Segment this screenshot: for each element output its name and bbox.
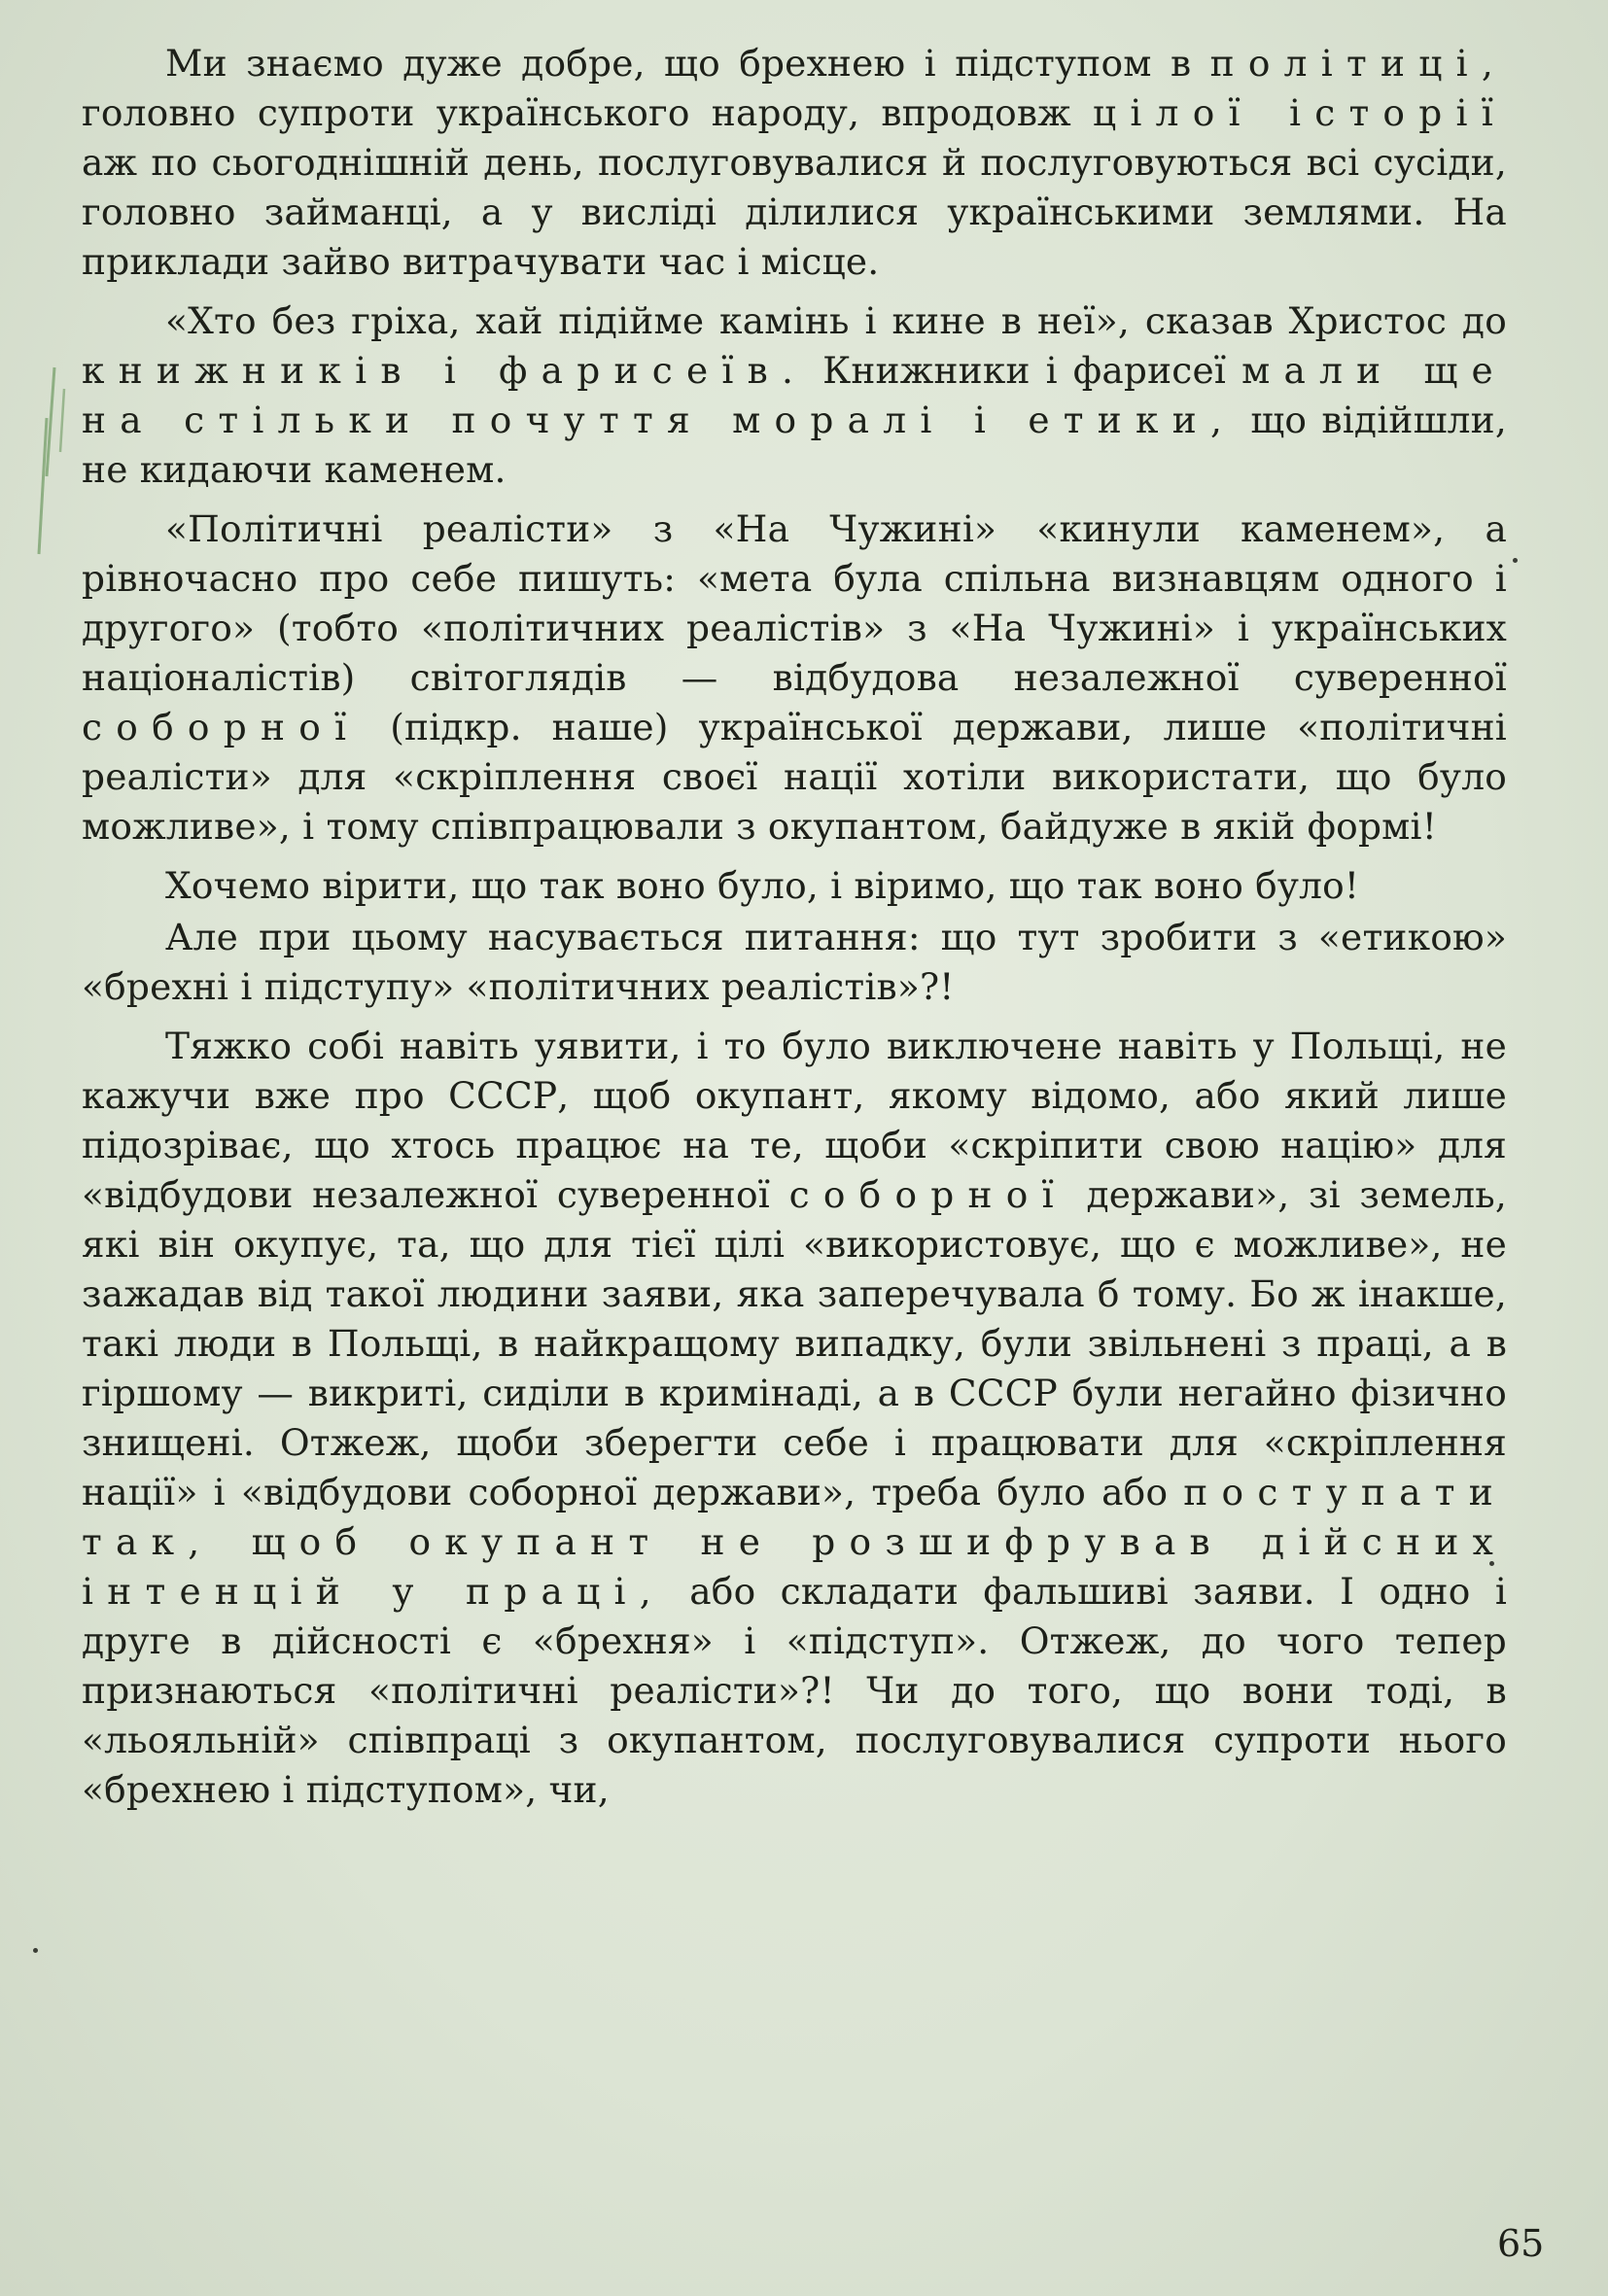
body-text bbox=[82, 39, 1507, 1825]
spaced-emphasis-text: соборної bbox=[82, 706, 361, 748]
text-segment: Книжники і фарисеї bbox=[807, 349, 1242, 392]
text-segment: (підкр. наше) української держави, лише «політичні реалісти» для «скріплення своєї нації хотіли використати, що було можливе», і тому співпрацювали з окупантом, байдуже в якій формі! bbox=[82, 706, 1507, 848]
text-segment: Тяжко собі навіть уявити, і то було виключене навіть у Польщі, не кажучи вже про СССР, щоб окупант, якому відомо, або який лише підозріває, що хтось працює на те, щоби «скріпити свою націю» для «відбудови незалежної суверенної bbox=[82, 1025, 1507, 1216]
spaced-emphasis-text: соборної bbox=[788, 1173, 1067, 1216]
spaced-emphasis-text: політиці, bbox=[1209, 42, 1507, 85]
text-segment: Ми знаємо дуже добре, що брехнею і підступом в bbox=[165, 42, 1210, 85]
text-segment: аж по сьогоднішній день, послуговувалися й послуговуються всі сусіди, головно займанці, а у висліді ділилися українськими землями. На приклади зайво витрачувати час і місце. bbox=[82, 141, 1507, 283]
paper-speck bbox=[1513, 558, 1518, 563]
spaced-emphasis-text: цілої історії bbox=[1093, 91, 1508, 134]
text-segment: або складати фальшиві заяви. І одно і друге в дійсності є «брехня» і «підступ». Отжеж, до чого тепер признаються «політичні реалісти»?! Чи до того, що вони тоді, в «льояльній» співпраці з окупантом, послуговувалися супроти нього «брехнею і підступом», чи, bbox=[82, 1570, 1508, 1811]
text-segment: Хочемо вірити, що так воно було, і віримо, що так воно було! bbox=[165, 864, 1360, 907]
paragraph bbox=[82, 504, 1507, 852]
spaced-emphasis-text: мали ще на стільки почуття моралі і етики, bbox=[82, 349, 1507, 441]
paragraph bbox=[82, 1022, 1507, 1815]
paragraph bbox=[82, 913, 1507, 1012]
text-segment: «Політичні реалісти» з «На Чужині» «кинули каменем», а рівночасно про себе пишуть: «мета була спільна визнавцям одного і другого» (тобто «політичних реалістів» з «На Чужині» і українських націоналістів) світоглядів — відбудова незалежної суверенної bbox=[82, 507, 1507, 699]
spaced-emphasis-text: поступати так, щоб окупант не розшифрував дійсних інтенцій у праці, bbox=[82, 1471, 1507, 1613]
spaced-emphasis-text: книжників і фарисеїв. bbox=[82, 349, 808, 392]
text-segment: головно супроти українського народу, впродовж bbox=[82, 91, 1094, 134]
page-number: 65 bbox=[1497, 2222, 1545, 2265]
paragraph bbox=[82, 861, 1507, 911]
text-segment: держави», зі земель, які він окупує, та, що для тієї цілі «використовує, що є можливе», не зажадав від такої людини заяви, яка заперечувала б тому. Бо ж інакше, такі люди в Польщі, в найкращому випадку, були звільнені з праці, а в гіршому — викриті, сиділи в кримінаді, а в СССР були негайно фізично знищені. Отжеж, щоби зберегти себе і працювати для «скріплення нації» і «відбудови соборної держави», треба було або bbox=[82, 1173, 1507, 1513]
text-segment: Але при цьому насувається питання: що тут зробити з «етикою» «брехні і підступу» «політичних реалістів»?! bbox=[82, 916, 1507, 1008]
paper-speck bbox=[33, 1948, 38, 1953]
pencil-margin-mark bbox=[17, 360, 76, 564]
paragraph bbox=[82, 296, 1507, 495]
text-segment: що відійшли, не кидаючи каменем. bbox=[82, 399, 1507, 491]
text-segment: «Хто без гріха, хай підійме камінь і кине в неї», сказав Христос до bbox=[165, 299, 1507, 342]
paragraph bbox=[82, 39, 1507, 287]
